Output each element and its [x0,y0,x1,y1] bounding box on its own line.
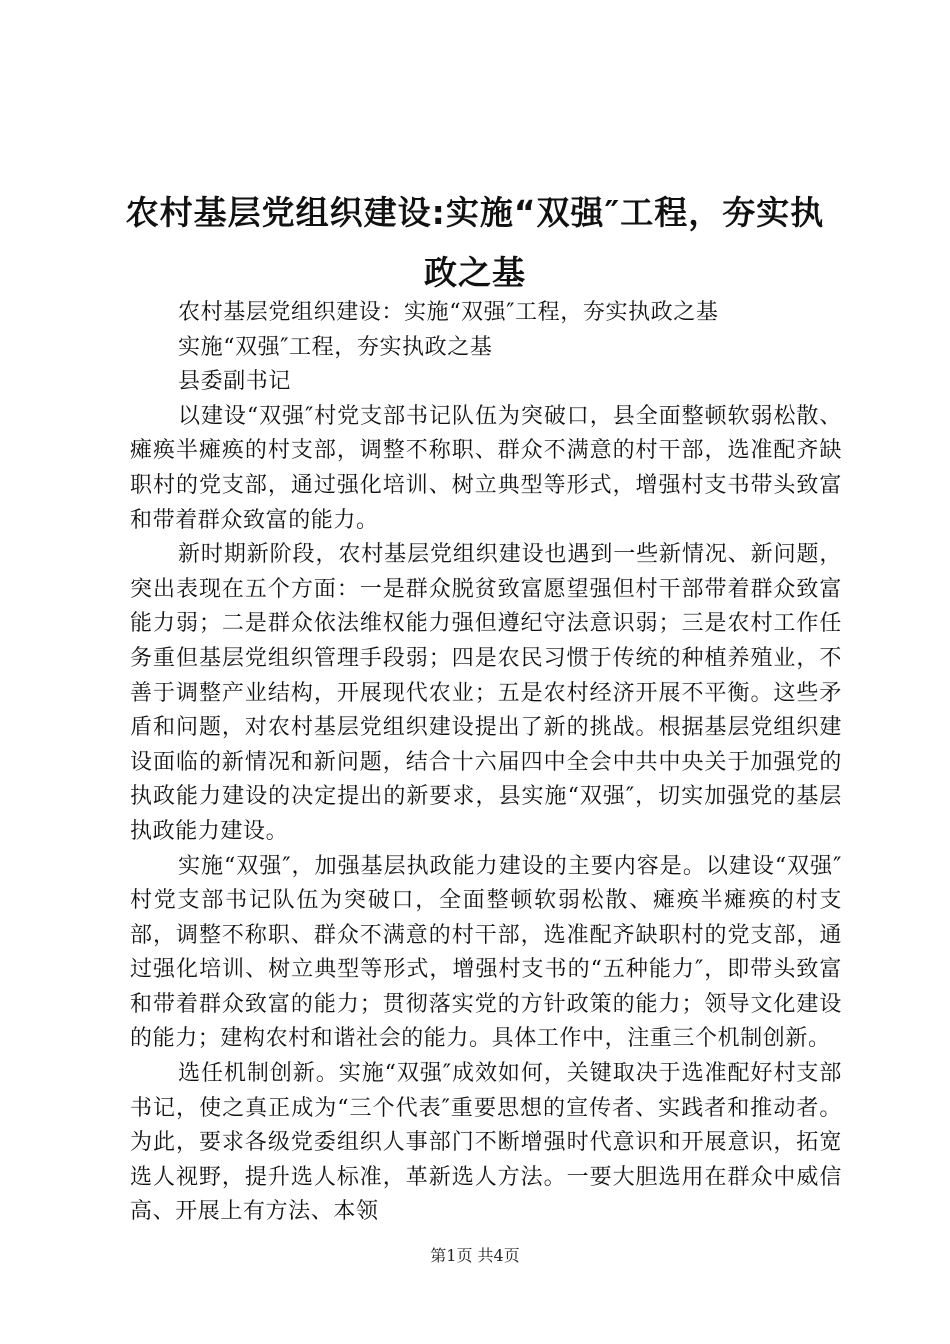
header-line-subtitle: 实施“双强″工程，夯实执政之基 [178,334,493,360]
paragraph: 新时期新阶段，农村基层党组织建设也遇到一些新情况、新问题，突出表现在五个方面：一是群众脱贫致富愿望强但村干部带着群众致富能力弱；二是群众依法维权能力强但遵纪守法意识弱；三是农村工作任务重但基层党组织管理手段弱；四是农民习惯于传统的种植养殖业，不善于调整产业结构，开展现代农业；五是农村经济开展不平衡。这些矛盾和问题，对农村基层党组织建设提出了新的挑战。根据基层党组织建设面临的新情况和新问题，结合十六届四中全会中共中央关于加强党的执政能力建设的决定提出的新要求，县实施“双强″，切实加强党的基层执政能力建设。 [130,542,842,844]
header-line-author: 县委副书记 [178,369,292,395]
page-number-footer: 第1页 共4页 [430,1246,520,1265]
paragraph: 选任机制创新。实施“双强″成效如何，关键取决于选准配好村支部书记，使之真正成为“三个代表″重要思想的宣传者、实践者和推动者。为此，要求各级党委组织人事部门不断增强时代意识和开展意识，拓宽选人视野，提升选人标准，革新选人方法。一要大胆选用在群众中威信高、开展上有方法、本领 [130,1061,842,1225]
document-body [130,296,842,1230]
document-title: 农村基层党组织建设:实施“双强″工程，夯实执政之基 [125,193,825,292]
header-line-source: 农村基层党组织建设：实施“双强″工程，夯实执政之基 [178,300,719,325]
paragraph: 实施“双强″，加强基层执政能力建设的主要内容是。以建设“双强″村党支部书记队伍为突破口，全面整顿软弱松散、瘫痪半瘫痪的村支部，调整不称职、群众不满意的村干部，选准配齐缺职村的党支部，通过强化培训、树立典型等形式，增强村支书的“五种能力″，即带头致富和带着群众致富的能力；贯彻落实党的方针政策的能力；领导文化建设的能力；建构农村和谐社会的能力。具体工作中，注重三个机制创新。 [130,853,842,1052]
paragraph: 以建设“双强″村党支部书记队伍为突破口，县全面整顿软弱松散、瘫痪半瘫痪的村支部，调整不称职、群众不满意的村干部，选准配齐缺职村的党支部，通过强化培训、树立典型等形式，增强村支书带头致富和带着群众致富的能力。 [130,403,842,533]
